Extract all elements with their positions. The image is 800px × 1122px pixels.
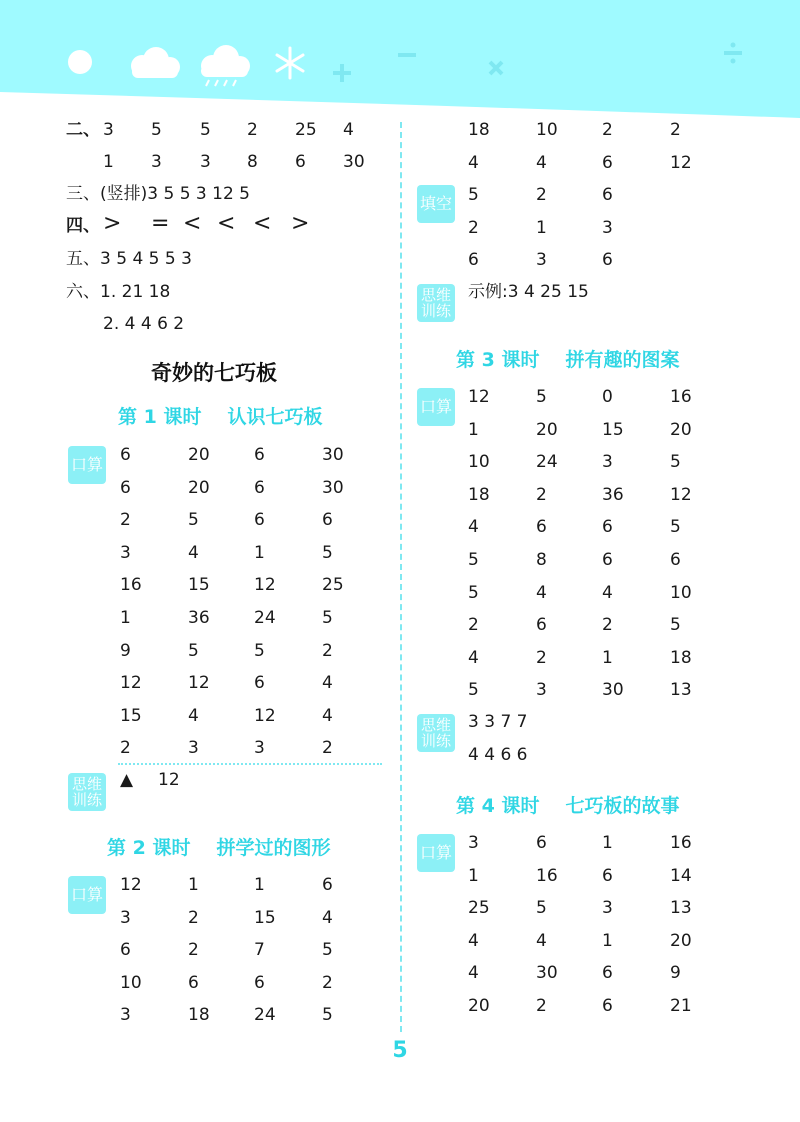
symbol: =: [151, 211, 170, 236]
table-cell: 4: [322, 907, 333, 928]
kousuan-badge: 口算: [68, 876, 106, 914]
lesson1-title: [118, 402, 322, 429]
table-cell: 6: [536, 517, 547, 538]
section-divider: [118, 763, 382, 765]
table-cell: 24: [254, 608, 276, 628]
table-cell: 5: [468, 185, 479, 205]
table-cell: 6: [602, 517, 613, 538]
table-cell: 6: [602, 550, 613, 570]
table-cell: 2: [602, 615, 613, 636]
table-cell: 1: [188, 875, 199, 895]
table-row: [468, 866, 748, 888]
lesson-name: 拼有趣的图案: [565, 349, 680, 371]
table-cell: 6: [120, 940, 131, 961]
symbol: <: [183, 211, 202, 236]
table-cell: 20: [670, 930, 692, 951]
table-cell: 5: [254, 640, 265, 661]
table-cell: 10: [120, 972, 142, 993]
table-row: [120, 973, 400, 995]
table-cell: 12: [120, 673, 142, 694]
chapter-title: 奇妙的七巧板: [151, 361, 277, 385]
table-row: [468, 996, 748, 1018]
badge-line: 训练: [71, 791, 102, 809]
cell: 25: [295, 120, 317, 140]
badge-line: 思维: [71, 775, 102, 793]
table-cell: 5: [670, 615, 681, 636]
table-cell: 6: [322, 875, 333, 895]
table-cell: 20: [188, 477, 210, 498]
table-row: [120, 706, 400, 728]
table-cell: 20: [188, 445, 210, 465]
table-cell: 4: [468, 930, 479, 951]
table-row: [468, 550, 748, 572]
table-cell: 6: [254, 477, 265, 498]
kousuan-badge: 口算: [417, 834, 455, 872]
table-cell: 3: [120, 542, 131, 563]
table-cell: 7: [254, 940, 265, 961]
table-cell: 25: [322, 575, 344, 596]
table-row: [468, 898, 748, 920]
table-cell: 2: [468, 217, 479, 238]
answer-er-row2: [66, 152, 386, 174]
badge-line: 思维: [420, 286, 451, 304]
table-cell: 6: [322, 510, 333, 531]
table-cell: 24: [536, 452, 558, 473]
lesson2-title: [107, 833, 330, 860]
table-cell: 5: [188, 510, 199, 531]
table-row: [468, 963, 748, 985]
answer-wu: 五、3 5 4 5 5 3: [66, 249, 192, 269]
table-row: [468, 250, 748, 272]
header-banner: [0, 0, 800, 122]
table-cell: 2: [536, 185, 547, 205]
table-row: [468, 218, 748, 240]
table-cell: 5: [322, 608, 333, 628]
table-cell: 3: [602, 898, 613, 919]
kousuan-badge: 口算: [68, 446, 106, 484]
table-cell: 13: [670, 680, 692, 701]
table-cell: 2: [536, 996, 547, 1016]
lesson-number: 第 2 课时: [107, 837, 191, 859]
cell: 3: [151, 152, 162, 172]
lesson-name: 拼学过的图形: [216, 837, 331, 859]
table-row: [120, 478, 400, 500]
table-cell: 8: [536, 550, 547, 570]
cell: 5: [200, 120, 211, 140]
table-cell: 5: [322, 1005, 333, 1026]
table-row: [120, 575, 400, 597]
table-cell: 2: [120, 738, 131, 759]
table-cell: 0: [602, 387, 613, 407]
table-row: [120, 510, 400, 532]
table-cell: 21: [670, 996, 692, 1016]
table-cell: 3: [602, 452, 613, 473]
table-cell: 1: [254, 542, 265, 563]
table-cell: 25: [468, 898, 490, 919]
table-row: [120, 908, 400, 930]
table-cell: 6: [602, 963, 613, 984]
table-cell: 4: [536, 152, 547, 173]
table-cell: 4: [188, 542, 199, 563]
page-number: 5: [392, 1038, 408, 1063]
table-cell: 5: [670, 517, 681, 538]
table-cell: 12: [670, 484, 692, 505]
table-row: [468, 615, 748, 637]
table-cell: 20: [670, 419, 692, 440]
table-cell: 4: [536, 582, 547, 603]
table-cell: 2: [188, 907, 199, 928]
table-cell: 15: [120, 705, 142, 726]
cell: 4: [343, 120, 354, 140]
table-cell: 16: [670, 387, 692, 407]
table-cell: 6: [468, 250, 479, 271]
table-cell: 12: [188, 673, 210, 694]
lesson-number: 第 3 课时: [456, 349, 540, 371]
cell: 12: [158, 770, 180, 790]
lesson-number: 第 4 课时: [456, 795, 540, 817]
cell: 6: [295, 152, 306, 172]
table-cell: 6: [602, 996, 613, 1016]
table-cell: 6: [254, 445, 265, 465]
table-cell: 5: [536, 898, 547, 919]
table-cell: 14: [670, 865, 692, 886]
table-cell: 1: [602, 647, 613, 668]
table-cell: 2: [322, 972, 333, 993]
table-row: [120, 875, 400, 897]
table-cell: 3: [254, 738, 265, 759]
table-cell: 15: [188, 575, 210, 596]
table-cell: 9: [120, 640, 131, 661]
sun-icon: [68, 50, 92, 74]
table-cell: 2: [536, 484, 547, 505]
table-cell: 1: [536, 217, 547, 238]
lesson-name: 七巧板的故事: [565, 795, 680, 817]
table-cell: 5: [468, 680, 479, 701]
table-cell: 15: [602, 419, 624, 440]
table-row: [120, 445, 400, 467]
table-cell: 5: [322, 940, 333, 961]
symbol: <: [253, 211, 272, 236]
table-cell: 2: [602, 120, 613, 140]
triangle-icon: ▲: [120, 770, 134, 790]
table-cell: 1: [468, 865, 479, 886]
table-row: [468, 185, 748, 207]
table-cell: 2: [120, 510, 131, 531]
table-cell: 3: [468, 833, 479, 853]
table-cell: 12: [254, 705, 276, 726]
table-row: [468, 583, 748, 605]
table-row: [468, 648, 748, 670]
table-row: [120, 641, 400, 663]
siwei-badge: [417, 714, 455, 752]
right-siwei-answer: 示例:3 4 25 15: [468, 282, 589, 302]
table-cell: 20: [468, 996, 490, 1016]
table-cell: 2: [536, 647, 547, 668]
table-cell: 18: [468, 120, 490, 140]
table-cell: 24: [254, 1005, 276, 1026]
table-cell: 6: [602, 865, 613, 886]
table-row: [120, 543, 400, 565]
lesson4-title: [456, 791, 679, 818]
table-cell: 10: [468, 452, 490, 473]
answer-liu-1: 六、1. 21 18: [66, 282, 171, 302]
tiankong-badge: 填空: [417, 185, 455, 223]
answer-san: 三、(竖排)3 5 5 3 12 5: [66, 184, 250, 204]
table-row: [120, 940, 400, 962]
badge-line: 训练: [420, 732, 451, 750]
table-cell: 16: [670, 833, 692, 853]
table-row: [468, 485, 748, 507]
table-cell: 2: [468, 615, 479, 636]
table-cell: 5: [670, 452, 681, 473]
table-row: [468, 452, 748, 474]
answer-liu-2: 2. 4 4 6 2: [103, 314, 185, 334]
table-cell: 5: [468, 582, 479, 603]
table-cell: 1: [468, 419, 479, 440]
table-row: [468, 153, 748, 175]
table-cell: 10: [670, 582, 692, 603]
cell: 30: [343, 152, 365, 172]
table-cell: 2: [322, 738, 333, 759]
lesson3-siwei-row1: 3 3 7 7: [468, 712, 528, 732]
table-cell: 30: [536, 963, 558, 984]
table-cell: 5: [536, 387, 547, 407]
table-cell: 16: [536, 865, 558, 886]
table-cell: 6: [254, 972, 265, 993]
table-cell: 6: [602, 152, 613, 173]
table-cell: 6: [536, 615, 547, 636]
table-row: [120, 608, 400, 630]
answer-si-row: [66, 211, 386, 238]
table-cell: 12: [120, 875, 142, 895]
table-row: [468, 833, 748, 855]
table-cell: 2: [670, 120, 681, 140]
lesson3-siwei-row2: 4 4 6 6: [468, 745, 528, 765]
table-cell: 4: [536, 930, 547, 951]
table-cell: 3: [602, 217, 613, 238]
symbol: >: [103, 211, 122, 236]
column-divider: [400, 122, 402, 1032]
table-cell: 6: [602, 185, 613, 205]
lesson3-title: [456, 345, 679, 372]
cell: 3: [103, 120, 114, 140]
table-cell: 36: [188, 608, 210, 628]
table-cell: 4: [468, 152, 479, 173]
symbol: <: [217, 211, 236, 236]
cell: 8: [247, 152, 258, 172]
table-cell: 12: [468, 387, 490, 407]
table-row: [468, 120, 748, 142]
kousuan-badge: 口算: [417, 388, 455, 426]
table-cell: 6: [602, 250, 613, 271]
table-cell: 20: [536, 419, 558, 440]
table-cell: 5: [322, 542, 333, 563]
siwei-badge: [417, 284, 455, 322]
table-cell: 4: [322, 673, 333, 694]
table-cell: 3: [536, 250, 547, 271]
table-cell: 18: [670, 647, 692, 668]
cell: 2: [247, 120, 258, 140]
table-row: [120, 673, 400, 695]
table-cell: 12: [670, 152, 692, 173]
table-row: [468, 931, 748, 953]
table-row: [468, 387, 748, 409]
table-cell: 36: [602, 484, 624, 505]
table-cell: 5: [188, 640, 199, 661]
table-row: [120, 1005, 400, 1027]
table-cell: 9: [670, 963, 681, 984]
cell: 5: [151, 120, 162, 140]
table-row: [468, 420, 748, 442]
table-cell: 15: [254, 907, 276, 928]
table-cell: 5: [468, 550, 479, 570]
table-cell: 1: [602, 930, 613, 951]
table-cell: 4: [188, 705, 199, 726]
table-cell: 6: [188, 972, 199, 993]
table-row: [120, 738, 400, 760]
cell: 3: [200, 152, 211, 172]
answer-er-row1: [66, 120, 386, 142]
table-cell: 6: [536, 833, 547, 853]
table-row: [468, 680, 748, 702]
table-cell: 30: [322, 477, 344, 498]
table-cell: 30: [322, 445, 344, 465]
symbol: >: [291, 211, 310, 236]
table-cell: 6: [120, 477, 131, 498]
lesson-number: 第 1 课时: [118, 406, 202, 428]
table-cell: 1: [602, 833, 613, 853]
answer-er-label: 二、: [66, 120, 100, 140]
table-cell: 1: [254, 875, 265, 895]
table-cell: 3: [536, 680, 547, 701]
table-cell: 30: [602, 680, 624, 701]
table-cell: 3: [188, 738, 199, 759]
lesson-name: 认识七巧板: [227, 406, 323, 428]
table-cell: 3: [120, 907, 131, 928]
table-cell: 18: [468, 484, 490, 505]
table-cell: 16: [120, 575, 142, 596]
badge-line: 训练: [420, 302, 451, 320]
table-cell: 4: [322, 705, 333, 726]
siwei-badge: [68, 773, 106, 811]
cell: 1: [103, 152, 114, 172]
table-cell: 10: [536, 120, 558, 140]
table-row: [468, 517, 748, 539]
table-cell: 6: [120, 445, 131, 465]
lesson1-siwei-answer: [120, 770, 320, 792]
badge-line: 思维: [420, 716, 451, 734]
table-cell: 4: [468, 963, 479, 984]
table-cell: 2: [188, 940, 199, 961]
table-cell: 6: [254, 510, 265, 531]
table-cell: 13: [670, 898, 692, 919]
banner-background: [0, 0, 800, 118]
table-cell: 2: [322, 640, 333, 661]
table-cell: 4: [468, 517, 479, 538]
table-cell: 4: [468, 647, 479, 668]
table-cell: 4: [602, 582, 613, 603]
table-cell: 3: [120, 1005, 131, 1026]
table-cell: 18: [188, 1005, 210, 1026]
table-cell: 6: [254, 673, 265, 694]
table-cell: 1: [120, 608, 131, 628]
table-cell: 6: [670, 550, 681, 570]
answer-si-label: 四、: [66, 216, 100, 236]
table-cell: 12: [254, 575, 276, 596]
